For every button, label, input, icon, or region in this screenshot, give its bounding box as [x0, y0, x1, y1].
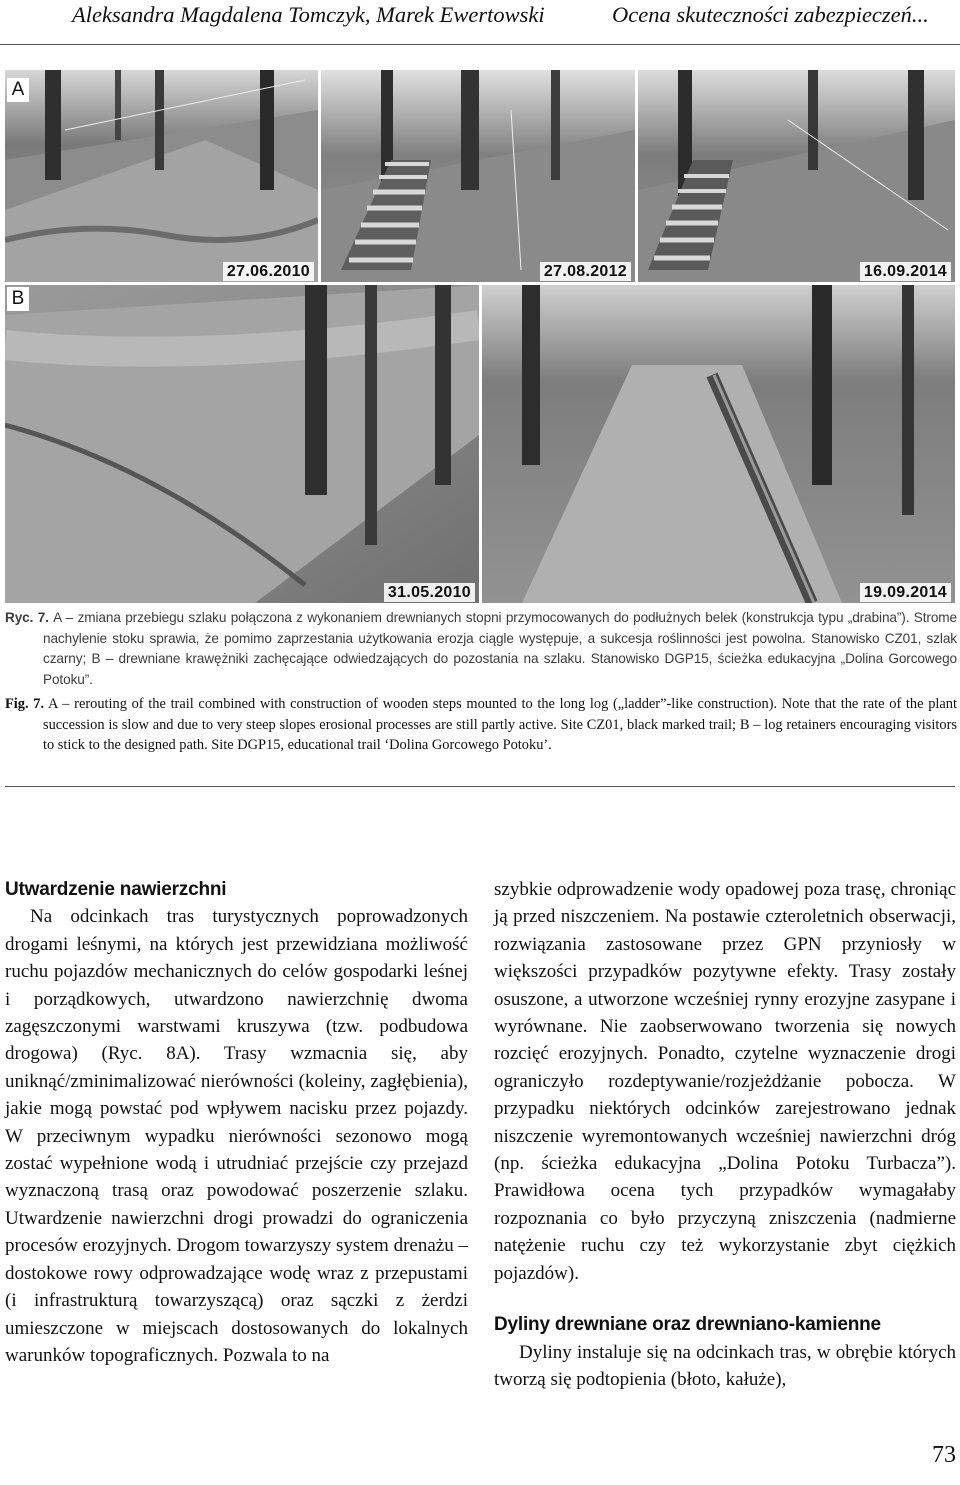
photo-date-label: 16.09.2014: [860, 262, 951, 281]
page-number: 73: [932, 1442, 956, 1468]
section-heading: Dyliny drewniane oraz drewniano-kamienne: [494, 1314, 881, 1336]
caption-english-tag: Fig. 7.: [5, 696, 45, 712]
photo-b-2014: [482, 285, 955, 603]
running-header-authors: Aleksandra Magdalena Tomczyk, Marek Ewertowski: [72, 2, 545, 27]
body-paragraph: szybkie odprowadzenie wody opadowej poza trasę, chroniąc ją przed niszczeniem. Na postawie czteroletnich obserwacji, rozwiązania zastosowane przez GPN przyniosły w większości przypadków pozytywne efekty. Trasy zostały osuszone, a utworzone wcześniej rynny erozyjne zasypane i wyrównane. Nie zaobserwowano tworzenia się nowych rozcięć erozyjnych. Ponadto, czytelne wyznaczenie drogi ograniczyło rozdeptywanie/rozjeżdżanie pobocza. W przypadku niektórych odcinków zarejestrowano jednak niszczenie wyremontowanych wcześniej nawierzchni dróg (np. ścieżka edukacyjna „Dolina Potoku Turbacza”). Prawidłowa ocena tych przypadków wymagałaby rozpoznania co było przyczyną zniszczenia (nadmierne natężenie ruchu czy też wykorzystanie zbyt ciężkich pojazdów).: [494, 879, 956, 1284]
photo-date-label: 27.06.2010: [223, 262, 314, 281]
forest-path-photo: [5, 285, 479, 603]
text-column-left: [5, 876, 468, 1369]
figure-7: [5, 70, 955, 603]
photo-date-label: 27.08.2012: [540, 262, 631, 281]
photo-date-label: 19.09.2014: [860, 583, 951, 602]
caption-polish-text: A – zmiana przebiegu szlaku połączona z wykonaniem drewnianych stopni przymocowanych do podłużnych belek (konstrukcja typu „drabina”). Strome nachylenie stoku sprawia, że pomimo zaprzestania użytkowania erozja ciągle występuje, a sukcesja roślinności jest powolna. Stanowisko CZ01, szlak czarny; B – drewniane krawężniki zachęcające odwiedzających do pozostania na szlaku. Stanowisko DGP15, ścieżka edukacyjna „Dolina Gorcowego Potoku”.: [43, 610, 957, 687]
section-heading: Utwardzenie nawierzchni: [5, 879, 227, 900]
panel-letter-a: A: [7, 78, 29, 102]
running-header-title: Ocena skuteczności zabezpieczeń...: [612, 2, 929, 27]
log-retainer-path-photo: [482, 285, 955, 603]
wooden-steps-photo: [321, 70, 635, 282]
photo-a-2010: [5, 70, 318, 282]
figure-caption: [5, 608, 957, 760]
caption-english: [5, 694, 957, 756]
panel-letter-b: B: [7, 287, 29, 311]
body-paragraph: Dyliny instaluje się na odcinkach tras, w obrębie których tworzą się podtopienia (błoto, kałuże),: [494, 1341, 956, 1390]
text-column-right: [494, 876, 956, 1393]
caption-polish-tag: Ryc. 7.: [5, 610, 49, 625]
photo-a-2012: [321, 70, 635, 282]
photo-a-2014: [638, 70, 955, 282]
section-divider: [5, 786, 955, 787]
caption-english-text: A – rerouting of the trail combined with construction of wooden steps mounted to the long log („ladder”-like construction). Note that the rate of the plant succession is slow and due to very steep slopes erosional processes are still partly active. Site CZ01, black marked trail; B – log retainers encouraging visitors to stick to the designed path. Site DGP15, educational trail ‘Dolina Gorcowego Potoku’.: [43, 696, 957, 753]
photo-b-2010: [5, 285, 479, 603]
body-paragraph: Na odcinkach tras turystycznych poprowadzonych drogami leśnymi, na których jest przewidziana możliwość ruchu pojazdów mechanicznych do celów gospodarki leśnej i porządkowych, utwardzono nawierzchnię dwoma zagęszczonymi warstwami kruszywa (tzw. podbudowa drogowa) (Ryc. 8A). Trasy wzmacnia się, aby uniknąć/zminimalizować nierówności (koleiny, zagłębienia), jakie mogą powstać pod wpływem nacisku przez pojazdy. W przeciwnym wypadku nierówności sezonowo mogą zostać wypełnione wodą i utrudniać przejście czy przejazd wyznaczoną trasą oraz powodować poszerzenie szlaku. Utwardzenie nawierzchni drogi prowadzi do ograniczenia procesów erozyjnych. Drogom towarzyszy system drenażu – dostokowe rowy odprowadzające wodę wraz z przepustami (i infrastrukturą towarzyszącą) oraz sączki z żerdzi umieszczone w miejscach dostosowanych do lokalnych warunków topograficznych. Pozwala to na: [5, 906, 468, 1366]
photo-date-label: 31.05.2010: [384, 583, 475, 602]
caption-polish: [5, 608, 957, 690]
wooden-steps-photo: [638, 70, 955, 282]
forest-slope-photo: [5, 70, 318, 282]
running-header: [0, 0, 960, 45]
